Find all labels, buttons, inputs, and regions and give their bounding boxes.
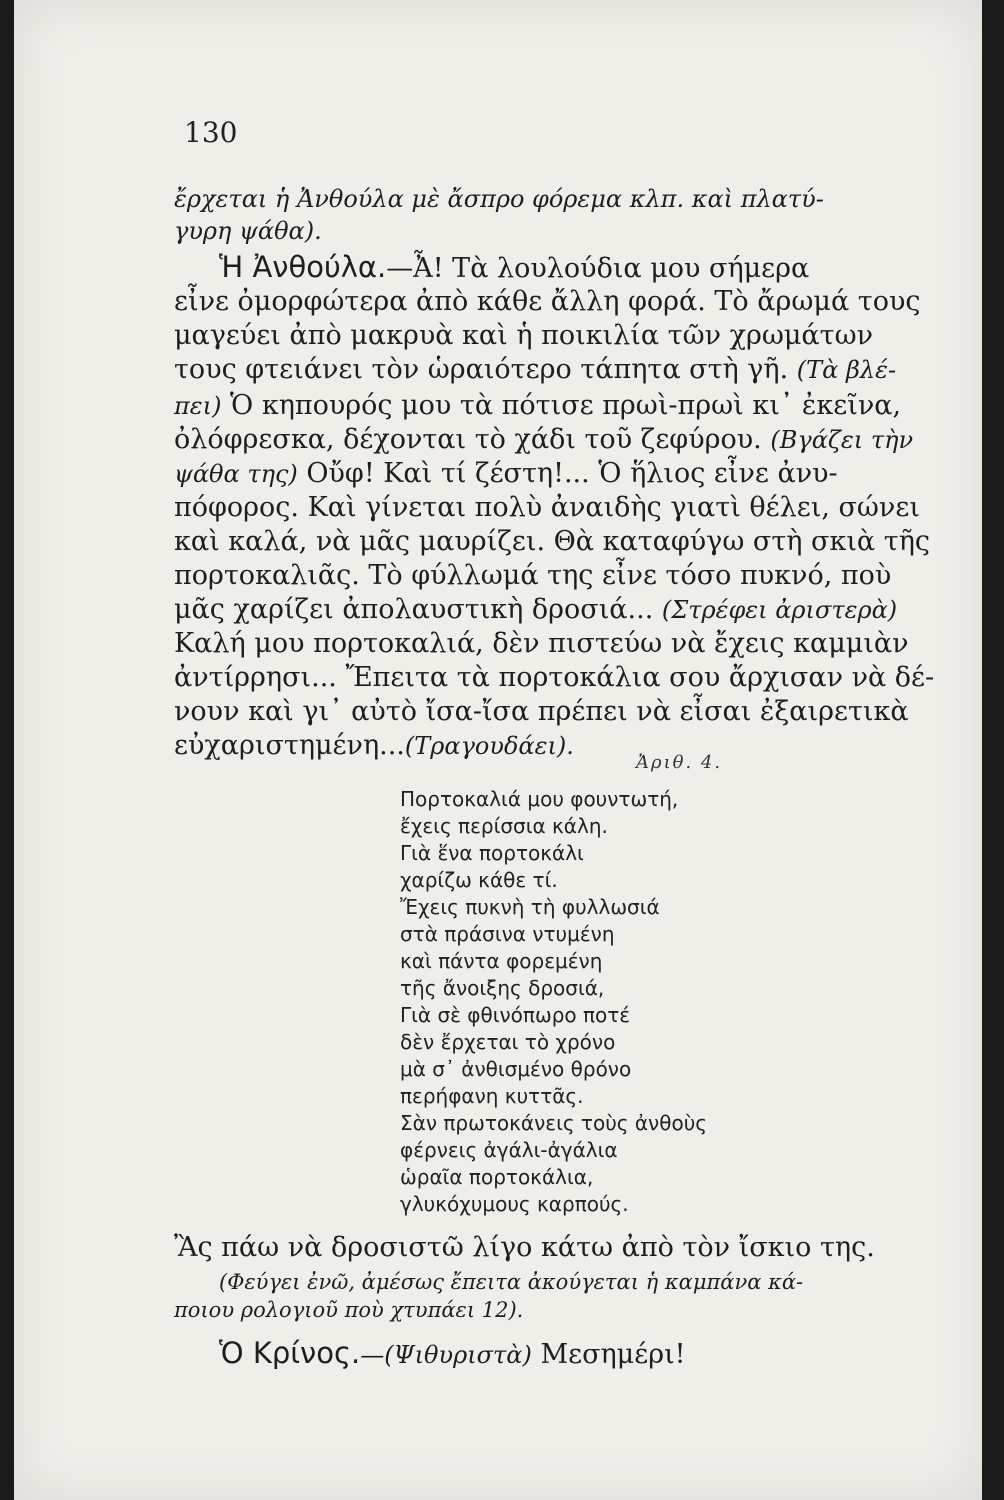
poem-line: τῆς ἄνοιξης δροσιά, [400, 976, 605, 1000]
dialogue-line [174, 424, 913, 455]
poem-line: χαρίζω κάθε τί. [400, 868, 558, 892]
stage-direction-line: ἔρχεται ἡ Ἀνθούλα μὲ ἄσπρο φόρεμα κλπ. καὶ πλατύ- [174, 185, 824, 213]
poem-line: γλυκόχυμους καρπούς. [400, 1192, 629, 1216]
poem-line: περήφανη κυττᾶς. [400, 1084, 584, 1108]
poem-line: Γιὰ ἕνα πορτοκάλι [400, 841, 584, 865]
dialogue-text: ὀλόφρεσκα, δέχονται τὸ χάδι τοῦ ζεφύρου. [174, 424, 762, 455]
stage-direction: (Τὰ βλέ- [796, 356, 897, 384]
dialogue-line: Καλή μου πορτοκαλιά, δὲν πιστεύω νὰ ἔχεις καμμιὰν [174, 628, 909, 659]
stage-direction: πει) [174, 392, 222, 420]
book-page [14, 0, 982, 1500]
poem-line: ὡραῖα πορτοκάλια, [400, 1165, 594, 1189]
dialogue-line: νουν καὶ γι᾿ αὐτὸ ἴσα-ἴσα πρέπει νὰ εἶσαι ἐξαιρετικὰ [174, 696, 909, 727]
dialogue-line [174, 730, 574, 761]
poem-line: Πορτοκαλιά μου φουντωτή, [400, 787, 679, 811]
dialogue-text: Μεσημέρι! [540, 1339, 686, 1370]
song-number-label: Ἀριθ. 4. [636, 752, 723, 773]
dialogue-line: Ἂς πάω νὰ δροσιστῶ λίγο κάτω ἀπὸ τὸν ἴσκιο της. [174, 1232, 875, 1263]
dialogue-text: —Ἆ! Τὰ λουλούδια μου σήμερα [386, 253, 810, 284]
stage-direction-line: γυρη ψάθα). [174, 217, 322, 245]
dialogue-text: τους φτειάνει τὸν ὡραιότερο τάπητα στὴ γῆ. [174, 354, 789, 385]
poem-line: καὶ πάντα φορεμένη [400, 949, 603, 973]
poem-line: Γιὰ σὲ φθινόπωρο ποτέ [400, 1003, 631, 1027]
poem-line: μὰ σ᾿ ἀνθισμένο θρόνο [400, 1057, 632, 1081]
poem-line: ἔχεις περίσσια κάλη. [400, 814, 608, 838]
dialogue-text: εὐχαριστημένη... [174, 730, 405, 761]
poem-line: φέρνεις ἀγάλι-ἀγάλια [400, 1138, 618, 1162]
dialogue-line: πόφορος. Καὶ γίνεται πολὺ ἀναιδὴς γιατὶ θέλει, σώνει [174, 492, 920, 523]
poem-line: Σὰν πρωτοκάνεις τοὺς ἀνθοὺς [400, 1111, 708, 1135]
poem-line: στὰ πράσινα ντυμένη [400, 922, 615, 946]
speaker-name: Ὁ Κρίνος. [219, 1336, 361, 1370]
dialogue-line [174, 594, 897, 625]
stage-direction: —(Ψιθυριστὰ) [360, 1341, 532, 1369]
dialogue-line: ἀντίρρησι... Ἔπειτα τὰ πορτοκάλια σου ἄρχισαν νὰ δέ- [174, 662, 935, 693]
dialogue-text: Οὔφ! Καὶ τί ζέστη!... Ὁ ἥλιος εἶνε ἀνυ- [306, 458, 838, 489]
stage-direction: (Βγάζει τὴν [770, 426, 914, 454]
stage-direction: ψάθα της) [174, 460, 298, 488]
poem-line: Ἔχεις πυκνὴ τὴ φυλλωσιά [400, 895, 660, 919]
dialogue-line [174, 458, 838, 489]
dialogue-line: πορτοκαλιᾶς. Τὸ φύλλωμά της εἶνε τόσο πυκνό, ποὺ [174, 560, 892, 591]
dialogue-line [174, 390, 901, 421]
stage-direction: (Στρέφει ἀριστερὰ) [661, 596, 898, 624]
dialogue-line [219, 250, 809, 284]
dialogue-line: καὶ καλά, νὰ μᾶς μαυρίζει. Θὰ καταφύγω στὴ σκιὰ τῆς [174, 526, 930, 557]
song-lyrics [400, 786, 820, 1218]
dialogue-line [219, 1336, 686, 1370]
stage-direction-line: (Φεύγει ἐνῶ, ἀμέσως ἔπειτα ἀκούγεται ἡ καμπάνα κά- [219, 1270, 804, 1294]
poem-line: δὲν ἔρχεται τὸ χρόνο [400, 1030, 616, 1054]
speaker-name: Ἡ Ἀνθούλα. [219, 250, 387, 284]
dialogue-line [174, 354, 896, 385]
stage-direction-line: ποιου ρολογιοῦ ποὺ χτυπάει 12). [174, 1298, 524, 1322]
dialogue-text: Ὁ κηπουρός μου τὰ πότισε πρωὶ-πρωὶ κι᾿ ἐκεῖνα, [230, 390, 902, 421]
dialogue-line: μαγεύει ἀπὸ μακρυὰ καὶ ἡ ποικιλία τῶν χρωμάτων [174, 320, 873, 351]
dialogue-line: εἶνε ὀμορφώτερα ἀπὸ κάθε ἄλλη φορά. Τὸ ἄρωμά τους [174, 286, 921, 317]
stage-direction: (Τραγουδάει). [404, 732, 574, 760]
dialogue-text: μᾶς χαρίζει ἀπολαυστικὴ δροσιά... [174, 594, 654, 625]
page-number: 130 [184, 116, 238, 149]
